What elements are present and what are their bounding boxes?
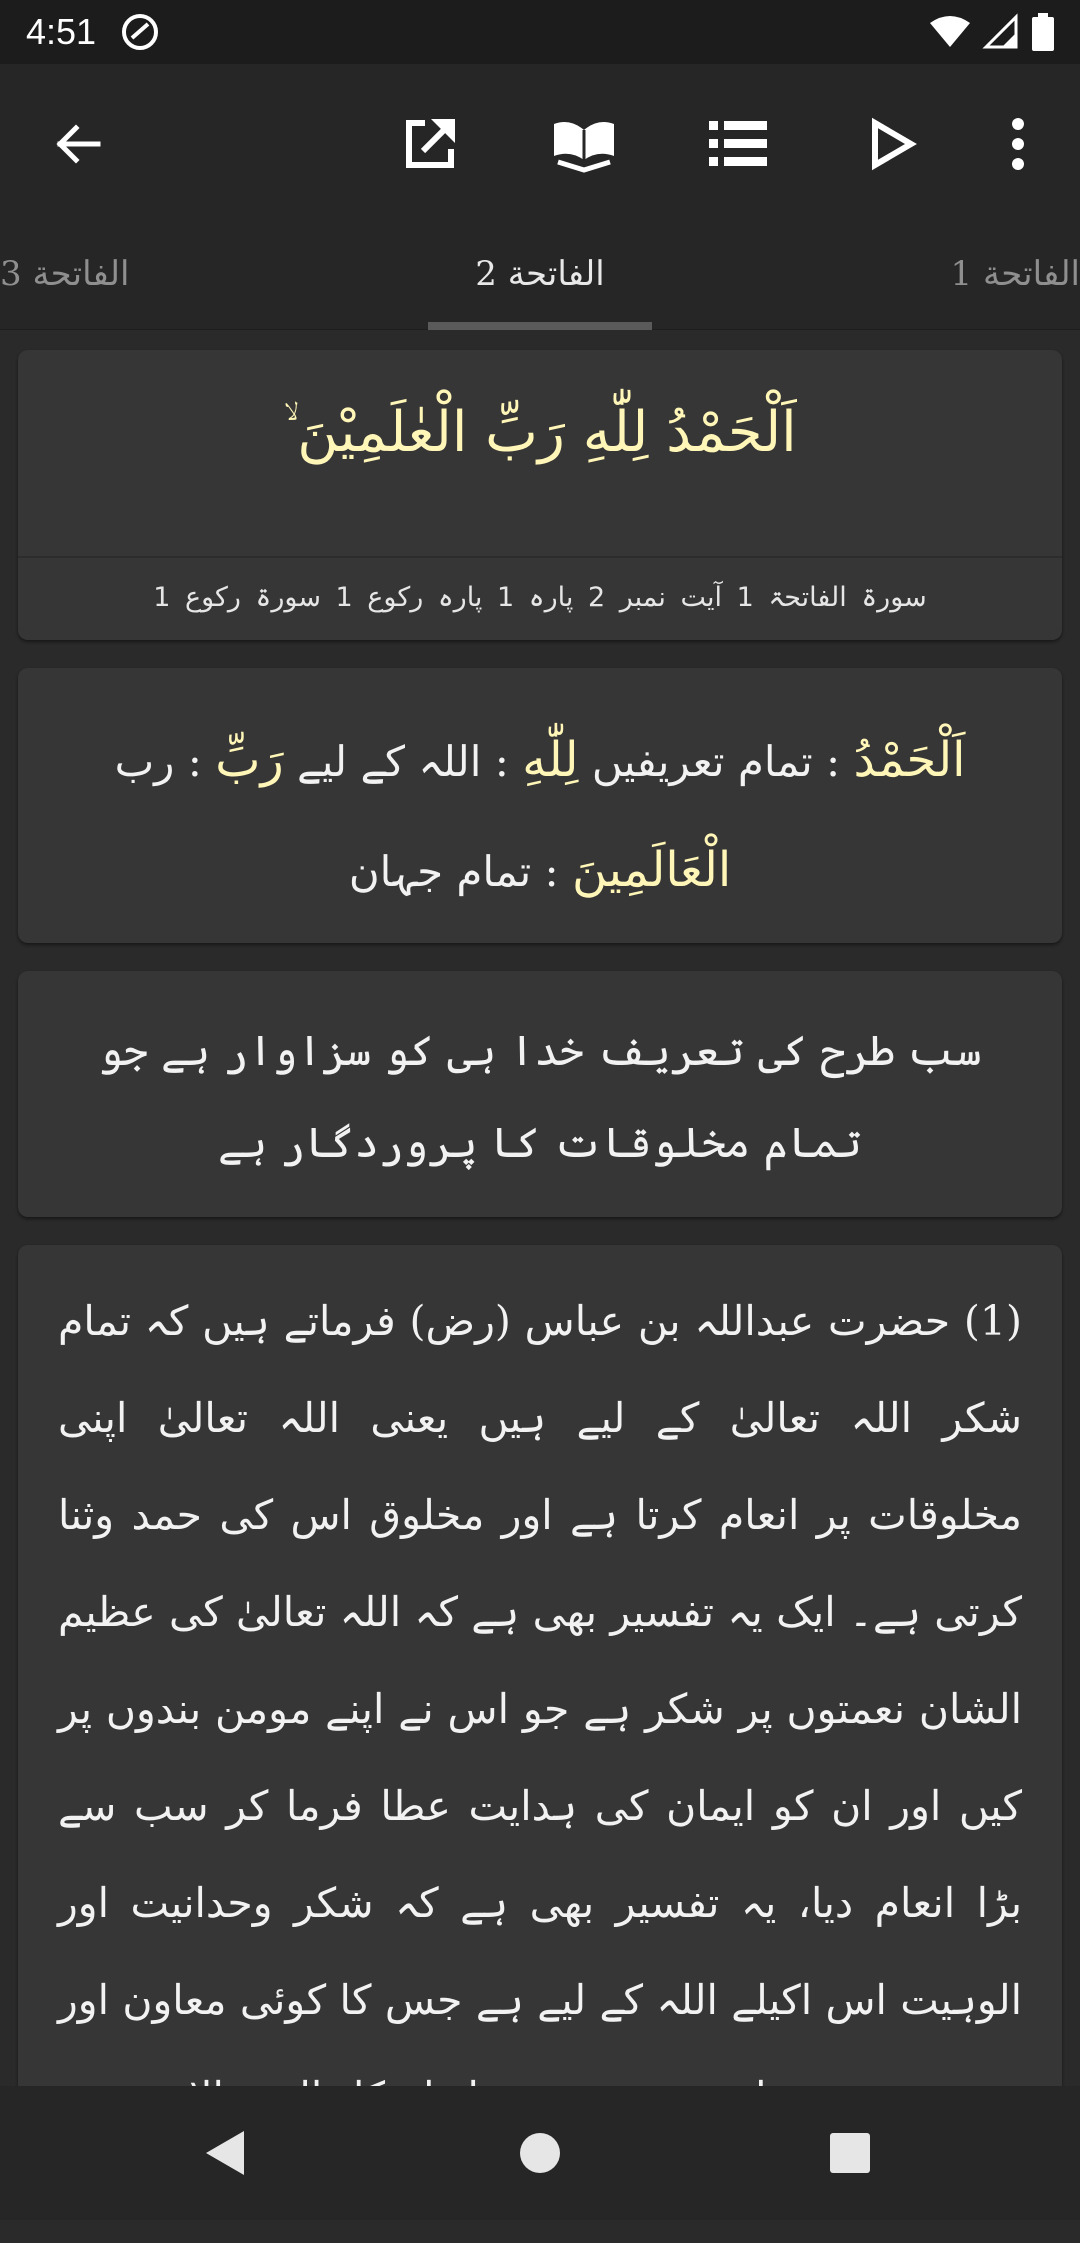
data-saver-icon <box>120 12 160 52</box>
app-bar <box>0 64 1080 224</box>
tafsir-card <box>18 1245 1062 2145</box>
word-arabic: الْعَالَمِينَ <box>572 842 732 898</box>
tab-ayah-1[interactable]: الفاتحة 1 <box>950 254 1080 294</box>
tafsir-text: (1) حضرت عبداللہ بن عباس (رض) فرماتے ہیں کہ تمام شکر اللہ تعالیٰ کے لیے ہیں یعنی اللہ تعالیٰ اپنی مخلوقات پر انعام کرتا ہے اور مخلوق اس کی حمد وثنا کرتی ہے۔ ایک یہ تفسیر بھی ہے کہ اللہ تعالیٰ کی عظیم الشان نعمتوں پر شکر ہے جو اس نے اپنے مومن بندوں پر کیں اور ان کو ایمان کی ہدایت عطا فرما کر سب سے بڑا انعام دیا، یہ تفسیر بھی ہے کہ شکر وحدانیت اور الوہیت اس اکیلے اللہ کے لیے ہے جس کا کوئی معاون اور <box>58 1297 1022 2024</box>
status-time: 4:51 <box>26 11 97 52</box>
word-arabic: اَلْحَمْدُ <box>853 732 966 788</box>
divider <box>18 556 1062 558</box>
play-icon[interactable] <box>848 100 936 188</box>
nav-home-icon[interactable] <box>497 2110 583 2196</box>
verse-arabic: اَلْحَمْدُ لِلّٰهِ رَبِّ الْعٰلَمِیْنَ ۙ <box>283 400 797 465</box>
wifi-icon <box>930 15 970 49</box>
word-arabic: لِلّٰهِ <box>522 732 579 788</box>
word-meanings-card <box>18 668 1062 943</box>
battery-icon <box>1032 13 1054 51</box>
cell-signal-icon <box>984 15 1018 49</box>
ayah-content[interactable] <box>0 330 1080 2086</box>
surah-tabs <box>0 224 1080 330</box>
system-nav-bar <box>0 2086 1080 2220</box>
word-meaning: : تمام جہان <box>348 847 573 896</box>
word-arabic: رَبِّ <box>215 732 284 788</box>
translation-text: سب طرح کی تعریف خدا ہی کو سزاوار ہے جو تمام مخلوقات کا پروردگار ہے <box>98 1026 982 1167</box>
word-meaning: : اللہ کے لیے <box>283 737 523 786</box>
tab-ayah-2[interactable]: الفاتحة 2 <box>475 254 605 294</box>
verse-card <box>18 350 1062 640</box>
share-icon[interactable] <box>386 100 474 188</box>
list-icon[interactable] <box>694 100 782 188</box>
word-meaning: : رب <box>114 737 216 786</box>
tab-indicator <box>428 322 652 330</box>
more-vert-icon[interactable] <box>974 100 1062 188</box>
verse-meta: سورۃ الفاتحۃ 1 آیت نمبر 2 پارہ 1 پارہ رکوع 1 سورۃ رکوع 1 <box>153 582 927 613</box>
nav-recents-icon[interactable] <box>807 2110 893 2196</box>
quran-book-icon[interactable] <box>540 100 628 188</box>
tab-ayah-3[interactable]: الفاتحة 3 <box>0 254 130 294</box>
nav-back-icon[interactable] <box>182 2110 268 2196</box>
status-bar <box>0 0 1080 64</box>
translation-card <box>18 971 1062 1217</box>
back-arrow-icon[interactable] <box>34 100 122 188</box>
word-meaning: : تمام تعریفیں <box>578 737 854 786</box>
word-meanings <box>58 706 1022 926</box>
